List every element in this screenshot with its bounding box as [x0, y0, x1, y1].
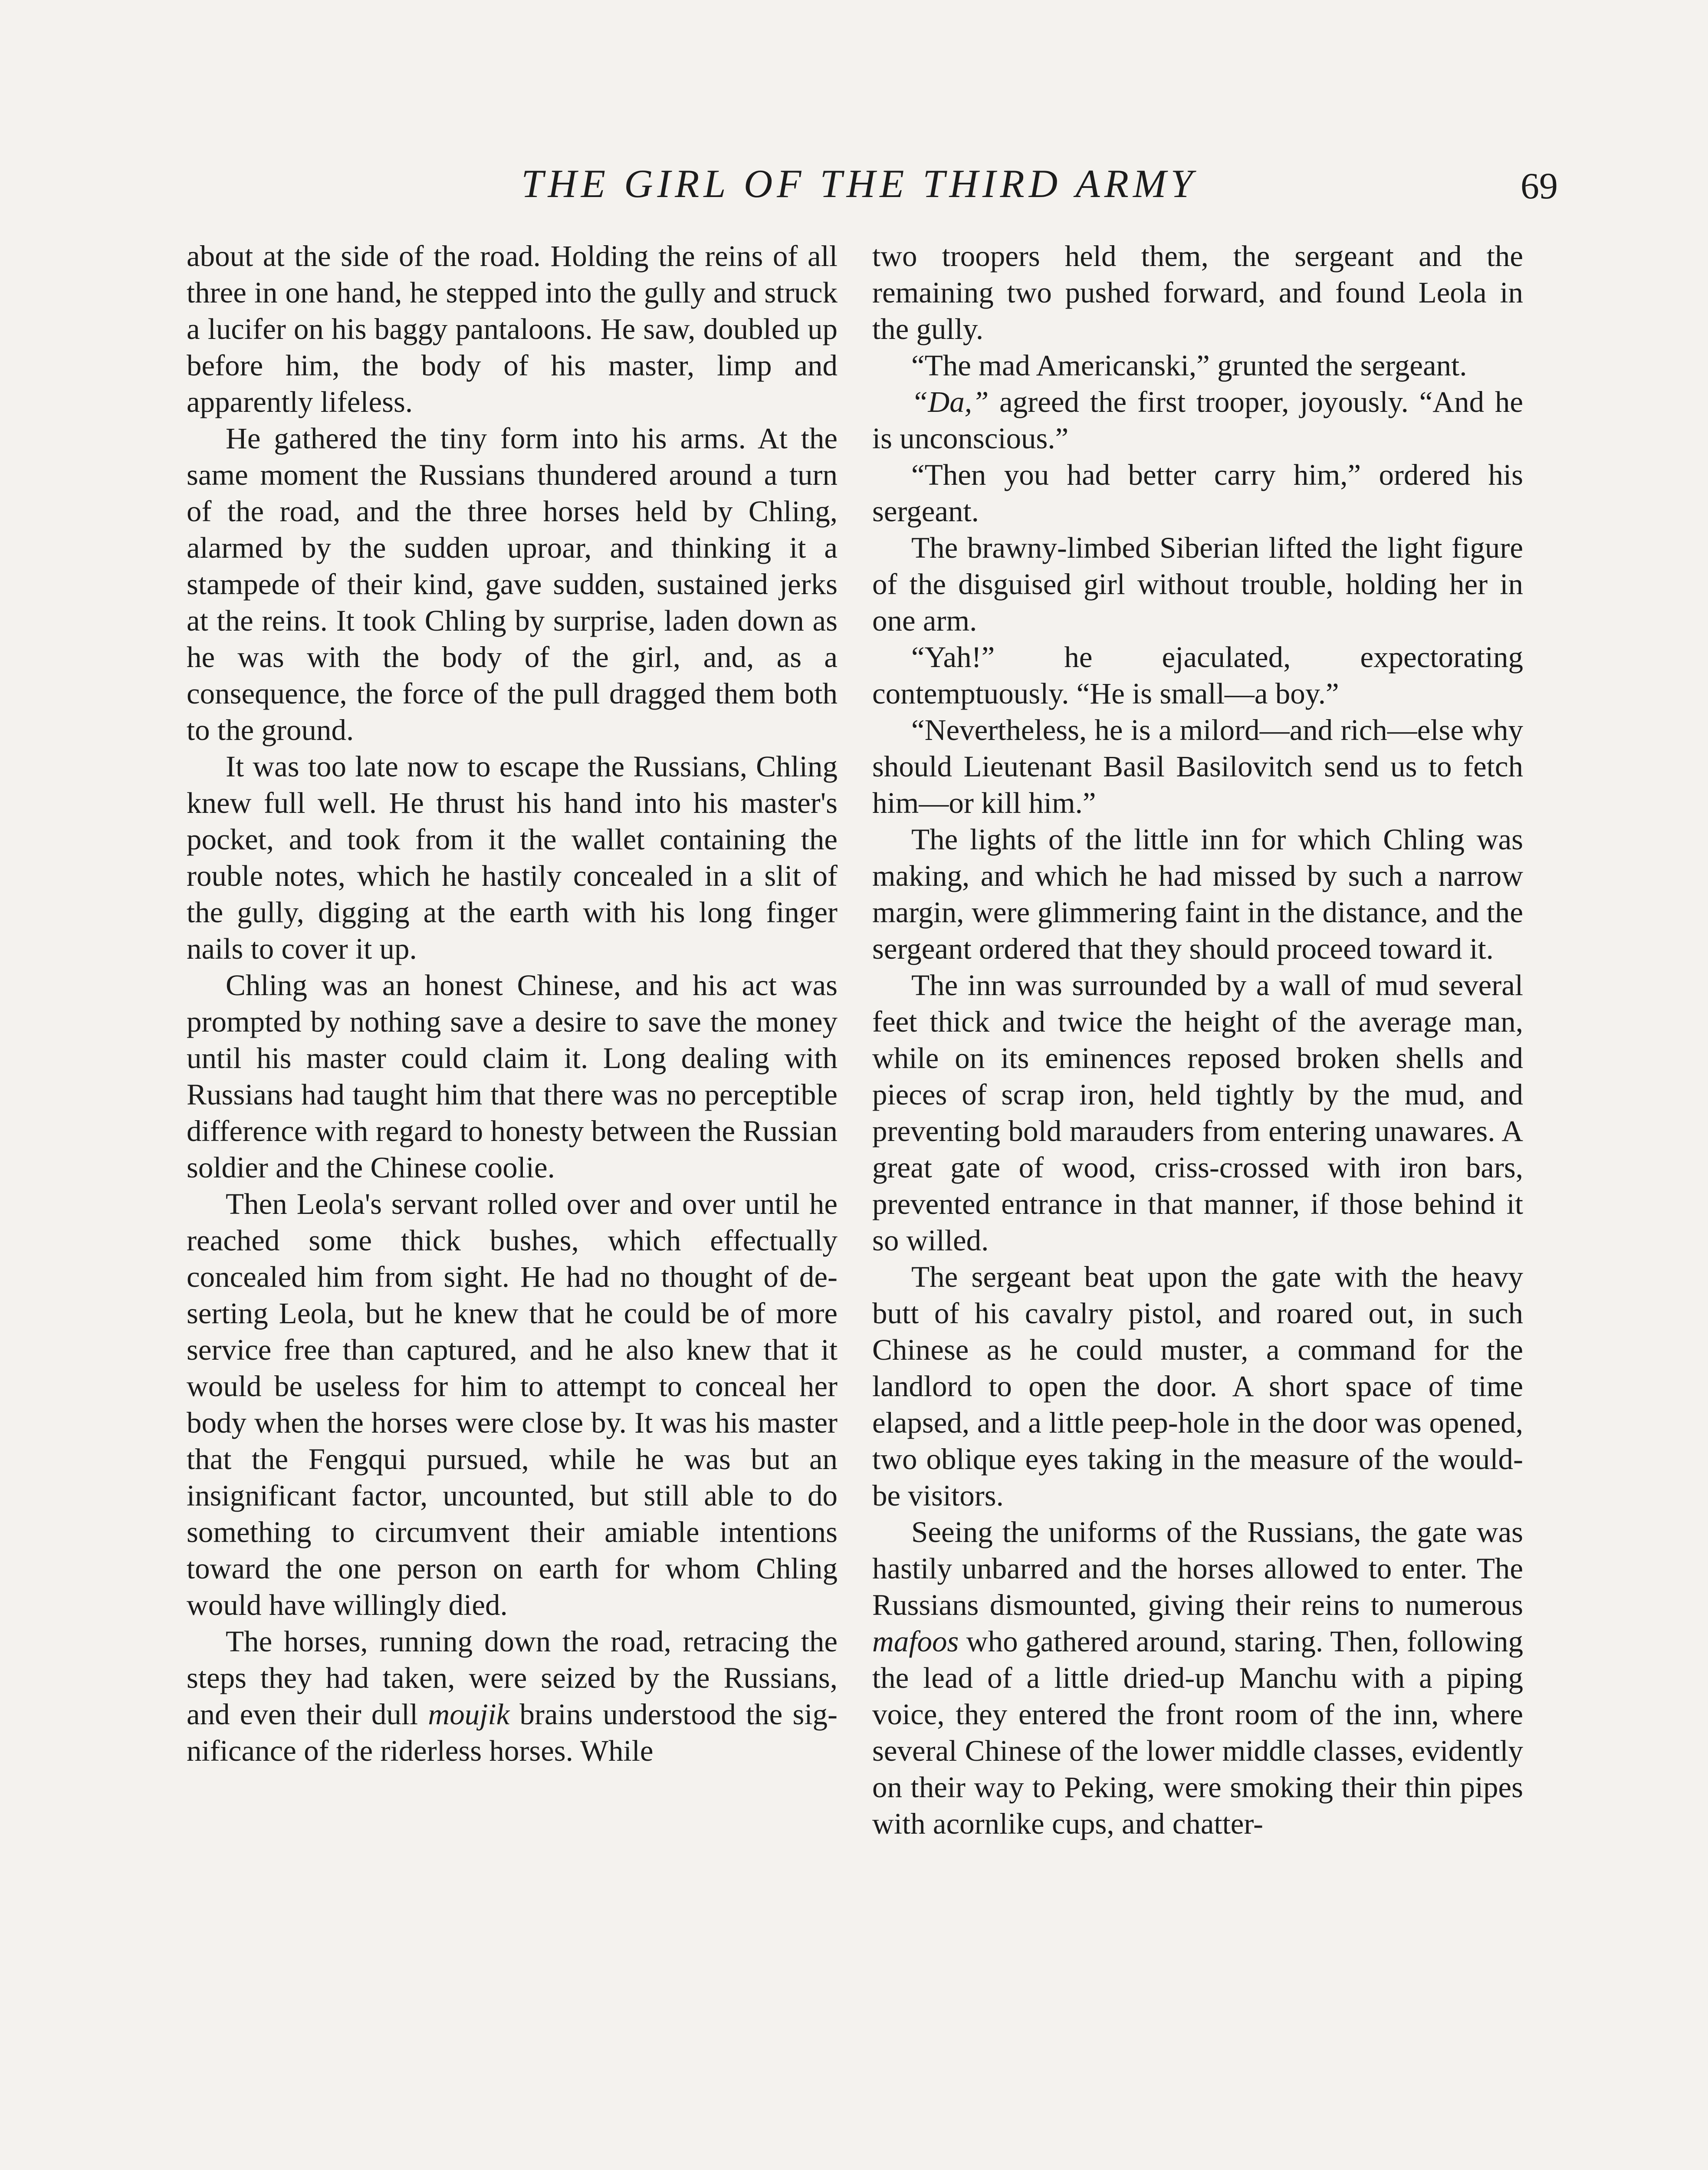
- left-column: [187, 238, 838, 1769]
- paragraph: “Nevertheless, he is a milord—and rich—else why should Lieutenant Basil Basilovitch send us to fetch him—or kill him.”: [872, 713, 1523, 819]
- paragraph: [872, 384, 1523, 457]
- paragraph: “Yah!” he ejaculated, expectorating contemptuously. “He is small—a boy.”: [872, 641, 1523, 710]
- paragraph: The brawny-limbed Siberian lifted the light figure of the disguised girl without trouble, holding her in one arm.: [872, 531, 1523, 637]
- text-run: who gathered around, staring. Then, following the lead of a little dried-up Manchu with a piping voice, they entered the front room of the inn, where several Chinese of the lower middle classes, evidently on their way to Peking, were smoking their thin pipes with acornlike cups, and chatter-: [872, 1625, 1523, 1840]
- page-number: 69: [1521, 165, 1558, 207]
- italic-word: mafoos: [872, 1625, 959, 1658]
- italic-word: “Da,”: [911, 385, 989, 418]
- paragraph: [187, 1623, 838, 1769]
- paragraph: The inn was surrounded by a wall of mud several feet thick and twice the height of the average man, while on its eminences reposed broken shells and pieces of scrap iron, held tightly by the mud, and preventing bold marauders from entering unawares. A great gate of wood, criss-crossed with iron bars, prevented entrance in that manner, if those behind it so willed.: [872, 969, 1523, 1257]
- paragraph: [872, 1514, 1523, 1842]
- paragraph: He gathered the tiny form into his arms. At the same moment the Russians thundered around a turn of the road, and the three horses held by Chling, alarmed by the sudden uproar, and thinking it a stampede of their kind, gave sudden, sustained jerks at the reins. It took Chling by surprise, laden down as he was with the body of the girl, and, as a consequence, the force of the pull dragged them both to the ground.: [187, 422, 838, 746]
- paragraph: It was too late now to escape the Russians, Chling knew full well. He thrust his hand into his master's pocket, and took from it the wallet containing the rouble notes, which he hastily concealed in a slit of the gully, digging at the earth with his long finger nails to cover it up.: [187, 750, 838, 965]
- italic-word: moujik: [428, 1698, 510, 1731]
- paragraph: “The mad Americanski,” grunted the sergeant.: [911, 349, 1467, 382]
- running-title: THE GIRL OF THE THIRD ARMY: [521, 161, 1197, 206]
- text-run: Seeing the uniforms of the Russians, the gate was hastily unbarred and the horses allowed to enter. The Russians dismounted, giving their reins to numerous: [872, 1516, 1523, 1621]
- text-run: The horses, running down the road, retracing the steps they had taken, were seized by the Russians, and even their dull: [187, 1625, 838, 1731]
- paragraph: about at the side of the road. Holding the reins of all three in one hand, he stepped into the gully and struck a lucifer on his baggy pantaloons. He saw, doubled up before him, the body of his master, limp and apparently lifeless.: [187, 240, 838, 418]
- text-run: agreed the first trooper, joyously. “And he is unconscious.”: [872, 385, 1523, 455]
- paragraph: “Then you had better carry him,” ordered his sergeant.: [872, 458, 1523, 528]
- paragraph: two troopers held them, the sergeant and the remaining two pushed forward, and found Leola in the gully.: [872, 240, 1523, 345]
- paragraph: The lights of the little inn for which Chling was making, and which he had missed by such a narrow margin, were glimmering faint in the distance, and the sergeant ordered that they should proceed toward it.: [872, 823, 1523, 965]
- text-run: brains understood the significance of the riderless horses. While: [187, 1698, 838, 1767]
- paragraph: Chling was an honest Chinese, and his act was prompted by nothing save a desire to save the money until his master could claim it. Long dealing with Russians had taught him that there was no perceptible difference with regard to honesty between the Russian soldier and the Chinese coolie.: [187, 969, 838, 1184]
- right-column: [872, 238, 1523, 1842]
- paragraph: The sergeant beat upon the gate with the heavy butt of his cavalry pistol, and roared out, in such Chinese as he could muster, a command for the landlord to open the door. A short space of time elapsed, and a little peep-hole in the door was opened, two oblique eyes taking in the measure of the would-be visitors.: [872, 1260, 1523, 1512]
- paragraph: Then Leola's servant rolled over and over until he reached some thick bushes, which effectually concealed him from sight. He had no thought of deserting Leola, but he knew that he could be of more service free than captured, and he also knew that it would be useless for him to attempt to conceal her body when the horses were close by. It was his master that the Fengqui pursued, while he was but an insignificant factor, uncounted, but still able to do something to circumvent their amiable intentions toward the one person on earth for whom Chling would have willingly died.: [187, 1187, 838, 1621]
